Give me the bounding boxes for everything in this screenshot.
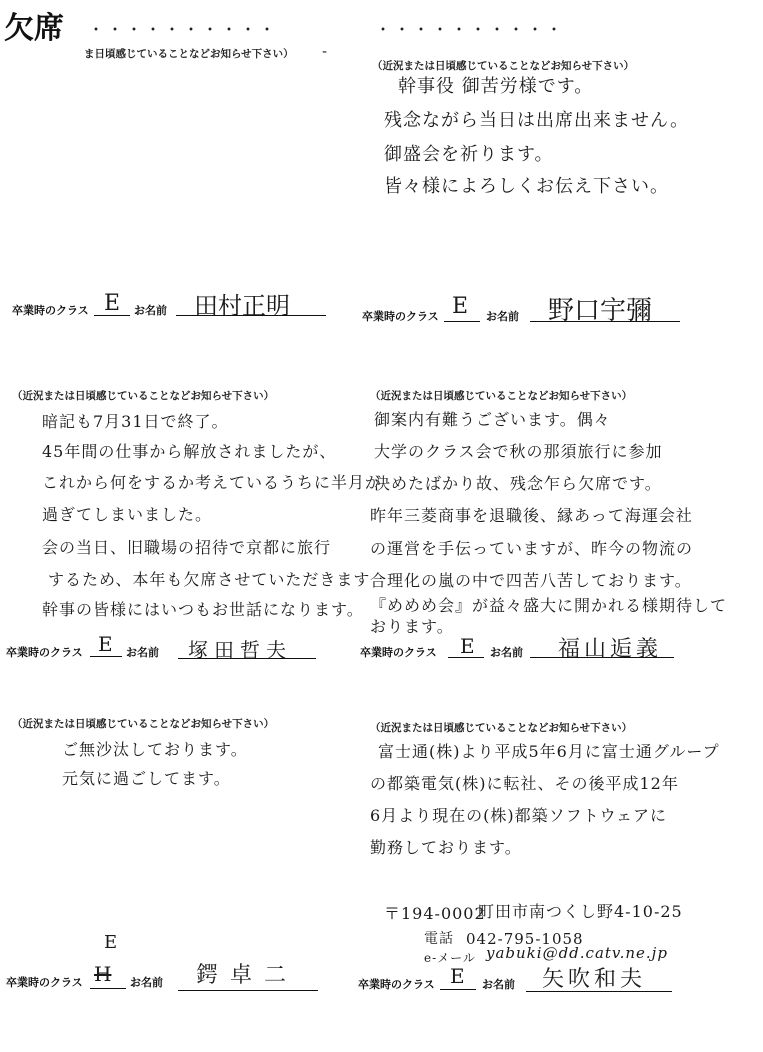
name-underline bbox=[176, 315, 326, 316]
message-line: 幹事の皆様にはいつもお世話になります。 bbox=[42, 600, 364, 619]
name-label: お名前 bbox=[130, 976, 163, 989]
message-line: ご無沙汰しております。 bbox=[62, 740, 248, 759]
class-value: E bbox=[98, 632, 113, 656]
entry-prompt: （近況または日頃感じていることなどお知らせ下さい） bbox=[12, 390, 275, 402]
message-line: 会の当日、旧職場の招待で京都に旅行 bbox=[42, 538, 332, 557]
message-line: 勤務しております。 bbox=[370, 838, 522, 857]
message-line: 御案内有難うございます。偶々 bbox=[374, 410, 611, 429]
message-line: 大学のクラス会で秋の那須旅行に参加 bbox=[374, 442, 663, 461]
message-line: おります。 bbox=[370, 617, 454, 636]
entry-prompt: ま日頃感じていることなどお知らせ下さい） bbox=[84, 48, 294, 60]
name-label: お名前 bbox=[134, 304, 167, 317]
class-label: 卒業時のクラス bbox=[362, 310, 439, 323]
message-line: 富士通(株)より平成5年6月に富士通グループ bbox=[378, 742, 720, 761]
name-label: お名前 bbox=[486, 310, 519, 323]
name-label: お名前 bbox=[490, 646, 523, 659]
name-value: 矢吹和夫 bbox=[542, 967, 647, 992]
email-label: e-メール bbox=[424, 951, 476, 965]
class-underline bbox=[94, 315, 130, 316]
class-label: 卒業時のクラス bbox=[358, 978, 435, 991]
class-label: 卒業時のクラス bbox=[12, 304, 89, 317]
name-label: お名前 bbox=[126, 646, 159, 659]
message-line: 45年間の仕事から解放されましたが、 bbox=[42, 442, 337, 461]
name-underline bbox=[526, 991, 672, 992]
class-value-struck: H bbox=[94, 962, 112, 986]
name-value: 福山逅義 bbox=[558, 637, 663, 662]
message-line: するため、本年も欠席させていただきます bbox=[48, 570, 371, 589]
class-label: 卒業時のクラス bbox=[6, 646, 83, 659]
dotted-line: ・・・・・・・・・・ bbox=[88, 20, 279, 39]
message-line: 決めたばかり故、残念乍ら欠席です。 bbox=[374, 474, 662, 493]
message-line: これから何をするか考えているうちに半月が bbox=[42, 473, 383, 492]
name-value: 田村正明 bbox=[194, 292, 290, 320]
email-address: yabuki@dd.catv.ne.jp bbox=[486, 944, 668, 962]
entry-prompt: （近況または日頃感じていることなどお知らせ下さい） bbox=[372, 60, 635, 72]
class-underline bbox=[448, 657, 484, 658]
message-line: の都築電気(株)に転社、その後平成12年 bbox=[370, 774, 679, 793]
name-value: 鍔卓二 bbox=[196, 963, 299, 988]
message-line: 残念ながら当日は出席出来ません。 bbox=[384, 110, 690, 131]
class-underline bbox=[444, 321, 480, 322]
name-underline bbox=[530, 657, 674, 658]
message-line: 御盛会を祈ります。 bbox=[384, 144, 554, 165]
class-value: E bbox=[104, 291, 121, 316]
name-underline bbox=[530, 321, 680, 322]
name-underline bbox=[178, 990, 318, 991]
message-line: 皆々様によろしくお伝え下さい。 bbox=[384, 176, 669, 197]
name-underline bbox=[178, 658, 316, 659]
entry-prompt: （近況または日頃感じていることなどお知らせ下さい） bbox=[370, 722, 633, 734]
class-value: E bbox=[450, 964, 465, 988]
class-value: E bbox=[452, 294, 469, 319]
class-value: E bbox=[460, 634, 475, 658]
dash-mark: - bbox=[322, 44, 328, 60]
message-line: の運営を手伝っていますが、昨今の物流の bbox=[370, 539, 694, 558]
page-title: 欠席 bbox=[4, 11, 64, 46]
class-label: 卒業時のクラス bbox=[360, 646, 437, 659]
message-line: 元気に過ごしてます。 bbox=[62, 769, 231, 788]
message-line: 昨年三菱商事を退職後、縁あって海運会社 bbox=[370, 506, 693, 525]
class-underline bbox=[90, 656, 122, 657]
phone-number: 042-795-1058 bbox=[466, 930, 584, 948]
address: 町田市南つくし野4-10-25 bbox=[478, 902, 683, 921]
entry-prompt: （近況または日頃感じていることなどお知らせ下さい） bbox=[370, 390, 633, 402]
message-line: 合理化の嵐の中で四苦八苦しております。 bbox=[370, 571, 692, 590]
message-line: 6月より現在の(株)都築ソフトウェアに bbox=[370, 806, 668, 825]
entry-prompt: （近況または日頃感じていることなどお知らせ下さい） bbox=[12, 718, 275, 730]
message-line: 過ぎてしまいました。 bbox=[42, 505, 213, 524]
message-line: 幹事役 御苦労様です。 bbox=[398, 76, 594, 97]
postal-code: 〒194-0002 bbox=[384, 904, 486, 923]
name-label: お名前 bbox=[482, 978, 515, 991]
class-correction: E bbox=[104, 932, 118, 953]
class-underline bbox=[90, 988, 126, 989]
message-line: 『めめめ会』が益々盛大に開かれる様期待して bbox=[370, 596, 728, 615]
phone-label: 電話 bbox=[424, 931, 454, 947]
message-line: 暗記も7月31日で終了。 bbox=[42, 412, 229, 431]
class-label: 卒業時のクラス bbox=[6, 976, 83, 989]
name-value: 塚田哲夫 bbox=[188, 638, 292, 662]
name-value: 野口宇彌 bbox=[548, 296, 653, 326]
class-underline bbox=[440, 989, 476, 990]
dotted-line: ・・・・・・・・・・ bbox=[375, 20, 566, 39]
